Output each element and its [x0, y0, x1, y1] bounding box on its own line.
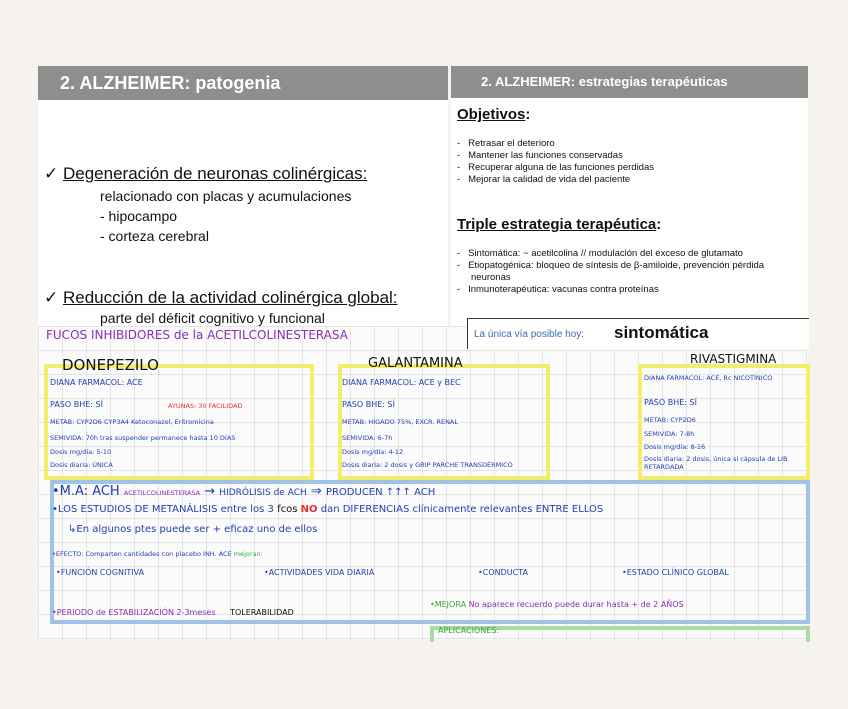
drug-dosis: Dosis mg/día: 8-16 [644, 443, 706, 451]
slide-patogenia [38, 66, 448, 328]
bullet-text: Degeneración de neuronas colinérgicas: [62, 164, 368, 183]
list-item: - Etiopatogénica: bloqueo de síntesis de β-amiloide, prevención pérdida [457, 260, 765, 271]
check-icon: ✓ [44, 288, 59, 307]
drug-paso: PASO BHE: SÍ [342, 400, 395, 409]
sub-text: - hipocampo [100, 208, 178, 224]
triple-heading: Triple estrategia terapéutica: [457, 216, 662, 233]
sub-text: parte del déficit cognitivo y funcional [100, 310, 325, 326]
handwritten-notes [38, 326, 808, 640]
drug-paso: PASO BHE: SÍ [50, 400, 103, 409]
bullet-text: Reducción de la actividad colinérgica global: [62, 288, 398, 307]
periodo-line: •PERIODO de ESTABILIZACIÓN 2-3meses TOLERABILIDAD [52, 608, 294, 617]
item-funcion: •FUNCIÓN COGNITIVA [56, 568, 145, 577]
drug-metab: METAB: CYP2D6 CYP3A4 Ketoconazol, Eritromicina [50, 418, 214, 426]
callout-label: La única vía posible hoy: [474, 329, 585, 340]
drug-diana: DIANA FARMACOL: ACE y BEC [342, 378, 461, 387]
notes-heading: FUCOS INHIBIDORES de la ACETILCOLINESTERASA [46, 328, 348, 342]
list-item: - Inmunoterapéutica: vacunas contra proteínas [457, 284, 659, 295]
callout-value: sintomática [614, 323, 709, 342]
drug-name: RIVASTIGMINA [690, 352, 777, 366]
list-item: - Mantener las funciones conservadas [457, 150, 623, 161]
mejora-line: •MEJORA No aparece recuerdo puede durar hasta + de 2 AÑOS [430, 600, 684, 609]
list-item: - Mejorar la calidad de vida del paciente [457, 174, 631, 185]
drug-semivida: SEMIVIDA: 7-8h [644, 430, 695, 438]
drug-dosis: Dosis mg/día: 4-12 [342, 448, 404, 456]
aplicaciones-label: APLICACIONES: [438, 626, 500, 635]
slide-title: 2. ALZHEIMER: patogenia [38, 66, 448, 100]
drug-diana: DIANA FARMACOL: ACE [50, 378, 143, 387]
list-item: - Sintomática: ~ acetilcolina // modulación del exceso de glutamato [457, 248, 743, 259]
drug-metab: METAB: CYP2D6 [644, 416, 696, 424]
bullet-degeneracion [44, 164, 367, 184]
drug-paso: PASO BHE: SÍ [644, 398, 697, 407]
drug-semivida: SEMIVIDA: 6-7h [342, 434, 393, 442]
drug-dosis-diaria: Dosis diaria: 2 dosis, única si cápsula de LIB RETARDADA [644, 455, 788, 471]
drug-semivida: SEMIVIDA: 70h tras suspender permanece hasta 10 DÍAS [50, 434, 236, 442]
bullet-reduccion [44, 288, 398, 308]
drug-name: DONEPEZILO [62, 356, 159, 374]
pcte-line: ↳En algunos ptes puede ser + eficaz uno de ellos [68, 524, 318, 535]
estudios-line: •LOS ESTUDIOS DE METANÁLISIS entre los 3 fcos NO dan DIFERENCIAS clínicamente relevantes ENTRE ELLOS [52, 504, 604, 515]
sub-text: - corteza cerebral [100, 228, 209, 244]
item-estado: •ESTADO CLÍNICO GLOBAL [622, 568, 729, 577]
drug-diana: DIANA FARMACOL: ACE, Rc NICOTÍNICO [644, 374, 773, 382]
slide-estrategias [451, 66, 808, 328]
drug-dosis: Dosis mg/día: 5-10 [50, 448, 112, 456]
sub-text: relacionado con placas y acumulaciones [100, 188, 352, 204]
drug-name: GALANTAMINA [368, 356, 463, 371]
efecto-line: •EFECTO: Comparten cantidades con placebo INH. ACE mejoran: [52, 550, 263, 558]
drug-ayunas: AYUNAS: 30 FACILIDAD [168, 402, 243, 410]
check-icon: ✓ [44, 164, 59, 183]
drug-dosis-diaria: Dosis diaria: ÚNICA [50, 461, 113, 469]
list-item: neuronas [471, 272, 511, 283]
slide-title: 2. ALZHEIMER: estrategias terapéuticas [451, 66, 808, 98]
ma-line: •M.A: ACH ACETILCOLINESTERASA → HIDRÓLISIS de ACH ⇒ PRODUCEN ↑↑↑ ACH [52, 484, 436, 499]
callout-box [467, 318, 809, 349]
list-item: - Retrasar el deterioro [457, 138, 555, 149]
drug-metab: METAB: HÍGADO 75%, EXCR. RENAL [342, 418, 458, 426]
item-conducta: •CONDUCTA [478, 568, 528, 577]
list-item: - Recuperar alguna de las funciones perdidas [457, 162, 654, 173]
item-actividades: •ACTIVIDADES VIDA DIARIA [264, 568, 375, 577]
objetivos-heading: Objetivos: [457, 106, 531, 123]
drug-dosis-diaria: Dosis diaria: 2 dosis y GRIP PARCHE TRANSDÉRMICO [342, 461, 513, 469]
